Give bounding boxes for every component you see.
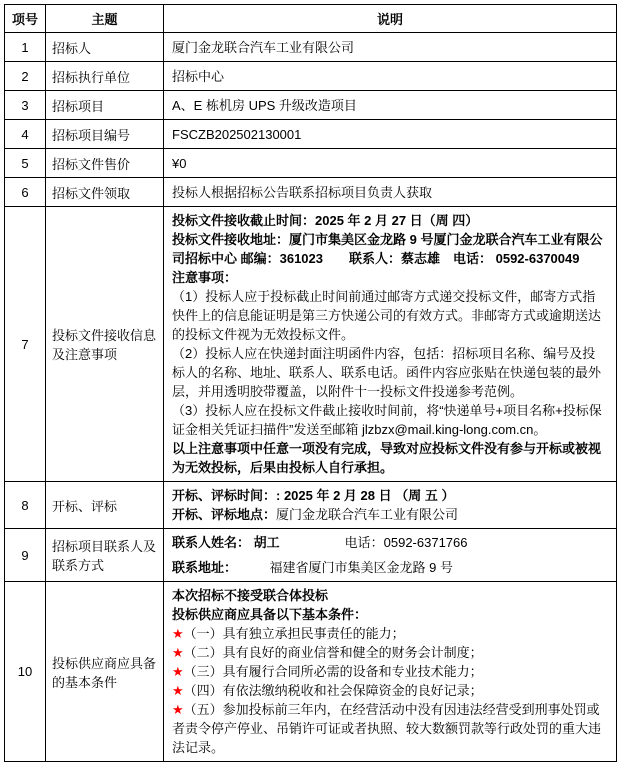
table-row <box>5 62 617 91</box>
description-line <box>172 96 608 115</box>
row-description <box>164 149 617 178</box>
text-segment: （二）具有良好的商业信誉和健全的财务会计制度； <box>183 645 483 660</box>
description-line <box>172 344 608 401</box>
row-description <box>164 91 617 120</box>
row-item-number: 5 <box>5 149 46 178</box>
description-line <box>172 38 608 57</box>
description-line <box>172 700 608 757</box>
row-item-number: 9 <box>5 529 46 582</box>
description-line <box>172 558 608 577</box>
row-item-number: 4 <box>5 120 46 149</box>
description-line <box>172 125 608 144</box>
description-line <box>172 662 608 681</box>
row-description <box>164 178 617 207</box>
row-subject: 招标执行单位 <box>46 62 164 91</box>
table-row <box>5 91 617 120</box>
description-line <box>172 624 608 643</box>
star-marker: ★ <box>172 626 184 641</box>
description-line <box>172 439 608 477</box>
row-item-number: 2 <box>5 62 46 91</box>
row-description <box>164 582 617 762</box>
row-description <box>164 33 617 62</box>
description-line <box>172 268 608 287</box>
description-line <box>172 230 608 268</box>
tender-info-table <box>4 4 617 762</box>
header-description: 说明 <box>164 5 617 33</box>
description-line <box>172 401 608 439</box>
description-line <box>172 643 608 662</box>
table-row <box>5 33 617 62</box>
table-row <box>5 178 617 207</box>
text-segment: 厦门金龙联合汽车工业有限公司 <box>276 507 459 522</box>
table-row <box>5 207 617 482</box>
row-subject: 投标文件接收信息及注意事项 <box>46 207 164 482</box>
text-segment: （1）投标人应于投标截止时间前通过邮寄方式递交投标文件，邮寄方式指快件上的信息能证明是第三方快递公司的有效方式。非邮寄方式或逾期送达的投标文件视为无效投标文件。 <box>172 289 602 342</box>
tender-document <box>4 4 617 762</box>
description-line <box>172 605 608 624</box>
text-segment: （一）具有独立承担民事责任的能力； <box>183 626 405 641</box>
row-item-number: 3 <box>5 91 46 120</box>
description-line <box>172 586 608 605</box>
table-row <box>5 529 617 582</box>
table-body <box>5 33 617 762</box>
text-segment: 厦门金龙联合汽车工业有限公司 <box>172 39 355 55</box>
row-subject: 招标人 <box>46 33 164 62</box>
row-subject: 招标项目编号 <box>46 120 164 149</box>
header-subject: 主题 <box>46 5 164 33</box>
text-segment: 投标文件接收截止时间：2025 年 2 月 27 日（周 四） <box>172 213 479 228</box>
text-segment: 开标、评标地点： <box>172 507 277 522</box>
text-segment: （五）参加投标前三年内，在经营活动中没有因违法经营受到刑事处罚或者责令停产停业、吊销许可证或者执照、较大数额罚款等行政处罚的重大违法记录。 <box>172 702 602 755</box>
row-item-number: 6 <box>5 178 46 207</box>
text-segment: 联系人姓名： 胡工 <box>172 535 280 550</box>
text-segment: 本次招标不接受联合体投标 <box>172 588 329 603</box>
row-description <box>164 482 617 529</box>
text-segment: （3）投标人应在投标文件截止接收时间前，将“快递单号+项目名称+投标保证金相关凭证扫描件”发送至邮箱 jlzbzx@mail.king-long.com.cn。 <box>172 403 602 437</box>
row-item-number: 1 <box>5 33 46 62</box>
header-item-number: 项号 <box>5 5 46 33</box>
table-row <box>5 149 617 178</box>
description-line <box>172 681 608 700</box>
text-segment: 电话：0592-6371766 <box>279 535 468 550</box>
row-subject: 投标供应商应具备的基本条件 <box>46 582 164 762</box>
row-item-number: 10 <box>5 582 46 762</box>
text-segment: 投标文件接收地址：厦门市集美区金龙路 9 号厦门金龙联合汽车工业有限公司招标中心 邮编：361023 联系人：蔡志雄 电话： 0592-6370049 <box>172 232 603 266</box>
row-description <box>164 529 617 582</box>
row-subject: 招标项目联系人及联系方式 <box>46 529 164 582</box>
description-line <box>172 183 608 202</box>
table-row <box>5 120 617 149</box>
row-item-number: 7 <box>5 207 46 482</box>
star-marker: ★ <box>172 664 184 679</box>
text-segment: 福建省厦门市集美区金龙路 9 号 <box>230 560 453 575</box>
star-marker: ★ <box>172 683 184 698</box>
row-subject: 招标文件领取 <box>46 178 164 207</box>
row-item-number: 8 <box>5 482 46 529</box>
description-line <box>172 533 608 552</box>
text-segment: FSCZB202502130001 <box>172 126 302 142</box>
row-description <box>164 62 617 91</box>
description-line <box>172 505 608 524</box>
text-segment: 投标供应商应具备以下基本条件： <box>172 607 368 622</box>
table-row <box>5 582 617 762</box>
text-segment: 招标中心 <box>172 68 225 84</box>
star-marker: ★ <box>172 645 184 660</box>
text-segment: 投标人根据招标公告联系招标项目负责人获取 <box>172 184 433 200</box>
row-subject: 开标、评标 <box>46 482 164 529</box>
text-segment: 注意事项： <box>172 270 238 285</box>
description-line <box>172 486 608 505</box>
row-subject: 招标项目 <box>46 91 164 120</box>
row-description <box>164 120 617 149</box>
description-line <box>172 154 608 173</box>
star-marker: ★ <box>172 702 184 717</box>
text-segment: 以上注意事项中任意一项没有完成，导致对应投标文件没有参与开标或被视为无效投标，后果由投标人自行承担。 <box>172 441 602 475</box>
row-subject: 招标文件售价 <box>46 149 164 178</box>
text-segment: 联系地址： <box>172 560 231 575</box>
description-line <box>172 211 608 230</box>
row-description <box>164 207 617 482</box>
text-segment: 开标、评标时间：: 2025 年 2 月 28 日 （周 五 ） <box>172 488 455 503</box>
text-segment: ¥0 <box>172 155 187 171</box>
text-segment: A、E 栋机房 UPS 升级改造项目 <box>172 97 357 113</box>
description-line <box>172 67 608 86</box>
text-segment: （四）有依法缴纳税收和社会保障资金的良好记录； <box>183 683 483 698</box>
table-row <box>5 482 617 529</box>
text-segment: （2）投标人应在快递封面注明函件内容，包括：招标项目名称、编号及投标人的名称、地址、联系人、联系电话。函件内容应张贴在快递包装的最外层，并用透明胶带覆盖，以附件十一投标文件投递参考范例。 <box>172 346 602 399</box>
description-line <box>172 287 608 344</box>
text-segment: （三）具有履行合同所必需的设备和专业技术能力； <box>183 664 483 679</box>
table-header-row <box>5 5 617 33</box>
